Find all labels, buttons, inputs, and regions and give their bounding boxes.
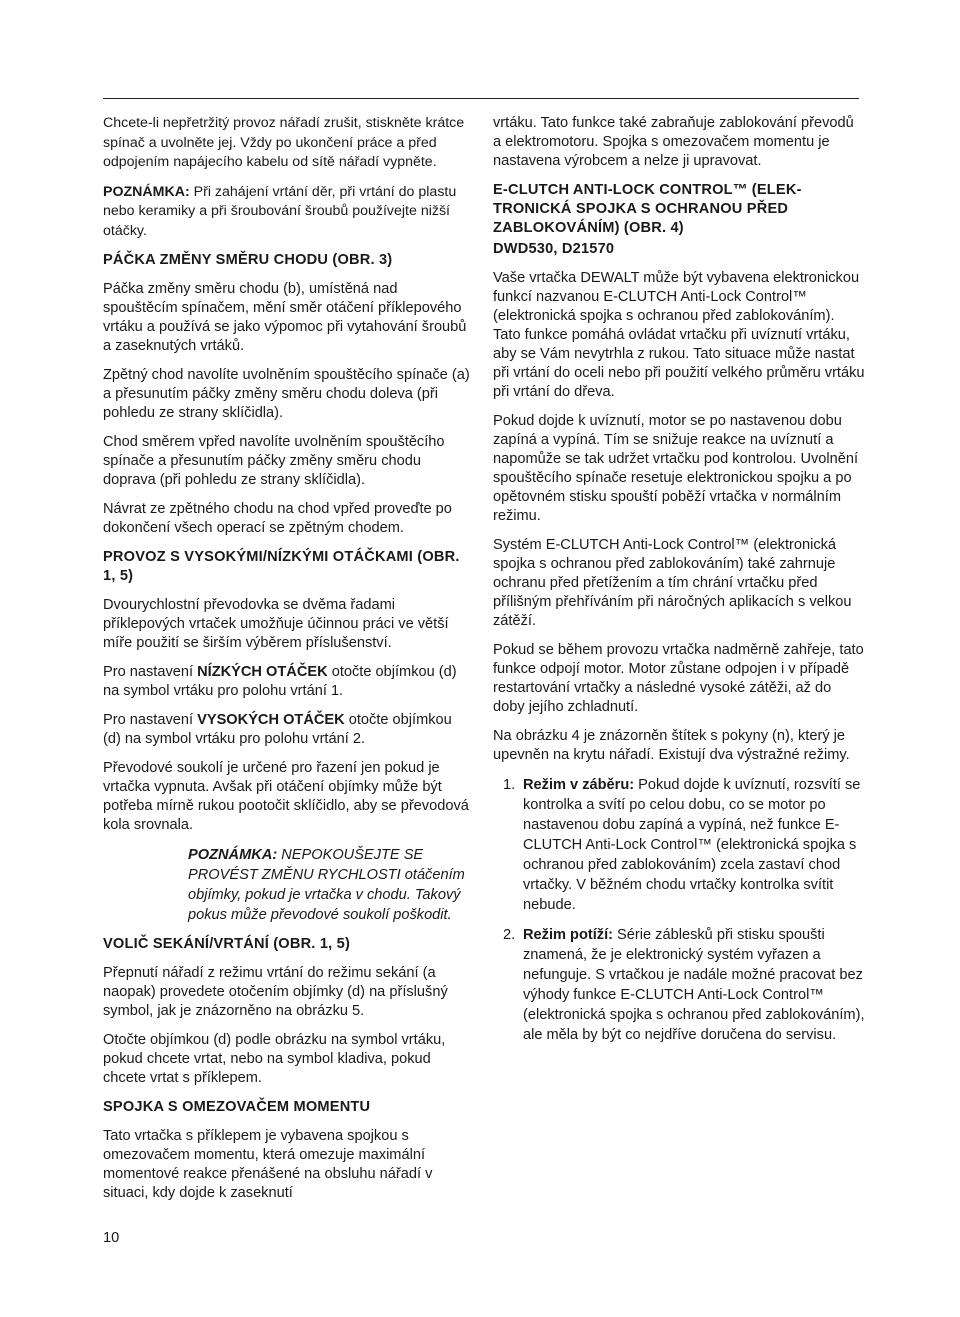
section-heading-mode: VOLIČ SEKÁNÍ/VRTÁNÍ (OBR. 1, 5): [103, 936, 351, 952]
paragraph: Systém E-CLUTCH Anti-Lock Control™ (elektronická spojka s ochranou před zablokováním) také zahrnuje ochranu před přetížením a tím chrání vrtačku před přílišným přehříváním při náročných aplikacích s velkou zátěží.: [493, 537, 852, 629]
paragraph: Chod směrem vpřed navolíte uvolněním spouštěcího spínače a přesunutím páčky změny směru chodu doprava (při pohledu ze strany sklíčidla).: [103, 434, 445, 488]
warning-note-text: NEPOKOUŠEJTE SE PROVÉST ZMĚNU RYCHLOSTI otáčením objímky, pokud je vrtačka v chodu. Takový pokus může převodové soukolí poškodit.: [188, 847, 465, 923]
text-run: otočte objímkou (d) na symbol vrtáku pro polohu vrtání 1.: [103, 664, 457, 699]
list-item: [493, 925, 865, 1045]
note-text: Při zahájení vrtání děr, při vrtání do plastu nebo keramiky a při šroubování šroubů používejte nižší otáčky.: [103, 183, 457, 239]
paragraph: Zpětný chod navolíte uvolněním spouštěcího spínače (a) a přesunutím páčky změny směru chodu doleva (při pohledu ze strany sklíčidla).: [103, 367, 470, 421]
paragraph: Převodové soukolí je určené pro řazení jen pokud je vrtačka vypnuta. Avšak při otáčení objímky může být potřeba mírně rukou pootočit sklíčidlo, aby se převodová kola srovnala.: [103, 760, 469, 833]
paragraph: Na obrázku 4 je znázorněn štítek s pokyny (n), který je upevněn na krytu nářadí. Existují dva výstražné režimy.: [493, 728, 850, 763]
list-item-text: Pokud dojde k uvíznutí, rozsvítí se kontrolka a svítí po celou dobu, co se motor po nastavenou dobu zapíná a vypíná, než funkce E-CLUTCH Anti-Lock Control™ (elektronická spojka s ochranou před zablokováním) zcela zastaví chod vrtačky. V běžném chodu vrtačky kontrolka svítit nebude.: [523, 777, 861, 913]
note-label: POZNÁMKA:: [103, 183, 190, 200]
list-item: [493, 775, 865, 915]
section-heading-speed: PROVOZ S VYSOKÝMI/NÍZKÝMI OTÁČKAMI (OBR. 1, 5): [103, 549, 460, 584]
paragraph: Tato vrtačka s příklepem je vybavena spojkou s omezovačem momentu, která omezuje maximální momentové reakce přenášené na obsluhu nářadí v situaci, kdy dojde k zaseknutí: [103, 1128, 433, 1201]
paragraph: [103, 663, 471, 701]
text-run: otočte objímkou (d) na symbol vrtáku pro polohu vrtání 2.: [103, 712, 452, 747]
note-paragraph: [103, 183, 471, 242]
paragraph: Dvourychlostní převodovka se dvěma řadami příklepových vrtaček umožňuje účinnou práci ve větší míře použití se širším výběrem příslušenství.: [103, 597, 449, 651]
section-heading-eclutch: E-CLUTCH ANTI-LOCK CONTROL™ (ELEK-TRONICKÁ SPOJKA S OCHRANOU PŘED ZABLOKOVÁNÍM) (OBR. 4): [493, 182, 802, 236]
text-run-bold: VYSOKÝCH OTÁČEK: [197, 712, 345, 728]
paragraph: Pokud se během provozu vrtačka nadměrně zahřeje, tato funkce odpojí motor. Motor zůstane odpojen i v případě restartování vrtačky a následné vysoké zátěži, až do doby jejího zchladnutí.: [493, 642, 864, 715]
warning-note-label: POZNÁMKA:: [188, 847, 278, 863]
text-run: Pro nastavení: [103, 664, 198, 680]
list-number: 1.: [503, 777, 516, 793]
list-item-label: Režim potíží:: [523, 927, 613, 943]
paragraph: [103, 711, 471, 749]
left-column: [103, 114, 471, 1213]
paragraph: Chcete-li nepřetržitý provoz nářadí zrušit, stiskněte krátce spínač a uvolněte jej. Vždy po ukončení práce a před odpojením napájecího kabelu od sítě nářadí vypněte.: [103, 115, 465, 170]
section-heading-clutch: SPOJKA S OMEZOVAČEM MOMENTU: [103, 1099, 371, 1115]
section-heading-models: DWD530, D21570: [493, 241, 615, 257]
page-number: 10: [103, 1230, 120, 1246]
paragraph: vrtáku. Tato funkce také zabraňuje zablokování převodů a elektromotoru. Spojka s omezovačem momentu je nastavena výrobcem a nelze ji upravovat.: [493, 115, 854, 169]
warning-modes-list: [493, 775, 865, 1045]
section-heading-reverse: PÁČKA ZMĚNY SMĚRU CHODU (OBR. 3): [103, 252, 393, 268]
list-item-text: Série záblesků při stisku spoušti znamená, že je elektronický systém vyřazen a nefunguje. S vrtačkou je nadále možné pracovat bez výhody funkce E-CLUTCH Anti-Lock Control™ (elektronická spojka s ochranou před zablokováním), ale měla by být co nejdříve doručena do servisu.: [523, 927, 865, 1043]
paragraph: Otočte objímkou (d) podle obrázku na symbol vrtáku, pokud chcete vrtat, nebo na symbol kladiva, pokud chcete vrtat s příklepem.: [103, 1032, 446, 1086]
warning-note: [188, 845, 471, 925]
paragraph: Pokud dojde k uvíznutí, motor se po nastavenou dobu zapíná a vypíná. Tím se snižuje reakce na uvíznutí a napomůže se tak udržet vrtačku pod kontrolou. Uvolnění spouštěcího spínače resetuje elektronickou spojku a po opětovném stisku spouští poběží vrtačka v normálním režimu.: [493, 413, 859, 524]
list-item-label: Režim v záběru:: [523, 777, 635, 793]
right-column: [493, 114, 865, 1055]
header-rule: [103, 98, 859, 99]
paragraph: Návrat ze zpětného chodu na chod vpřed proveďte po dokončení všech operací se zpětným chodem.: [103, 501, 452, 536]
paragraph: Přepnutí nářadí z režimu vrtání do režimu sekání (a naopak) provedete otočením objímky (d) na příslušný symbol, jak je znázorněno na obrázku 5.: [103, 965, 448, 1019]
paragraph: Vaše vrtačka DEWALT může být vybavena elektronickou funkcí nazvanou E-CLUTCH Anti-Lock Control™ (elektronická spojka s ochranou před zablokováním). Tato funkce pomáhá ovládat vrtačku při uvíznutí vrtáku, aby se Vám nevytrhla z rukou. Tato situace může nastat při vrtání do oceli nebo při použití velkého průměru vrtáku při vrtání do dřeva.: [493, 270, 865, 400]
list-number: 2.: [503, 927, 516, 943]
text-run: Pro nastavení: [103, 712, 198, 728]
paragraph: Páčka změny směru chodu (b), umístěná nad spouštěcím spínačem, mění směr otáčení příklepového vrtáku a používá se jako výpomoc při vytahování šroubů a zaseknutých vrtáků.: [103, 281, 467, 354]
text-run-bold: NÍZKÝCH OTÁČEK: [197, 664, 328, 680]
